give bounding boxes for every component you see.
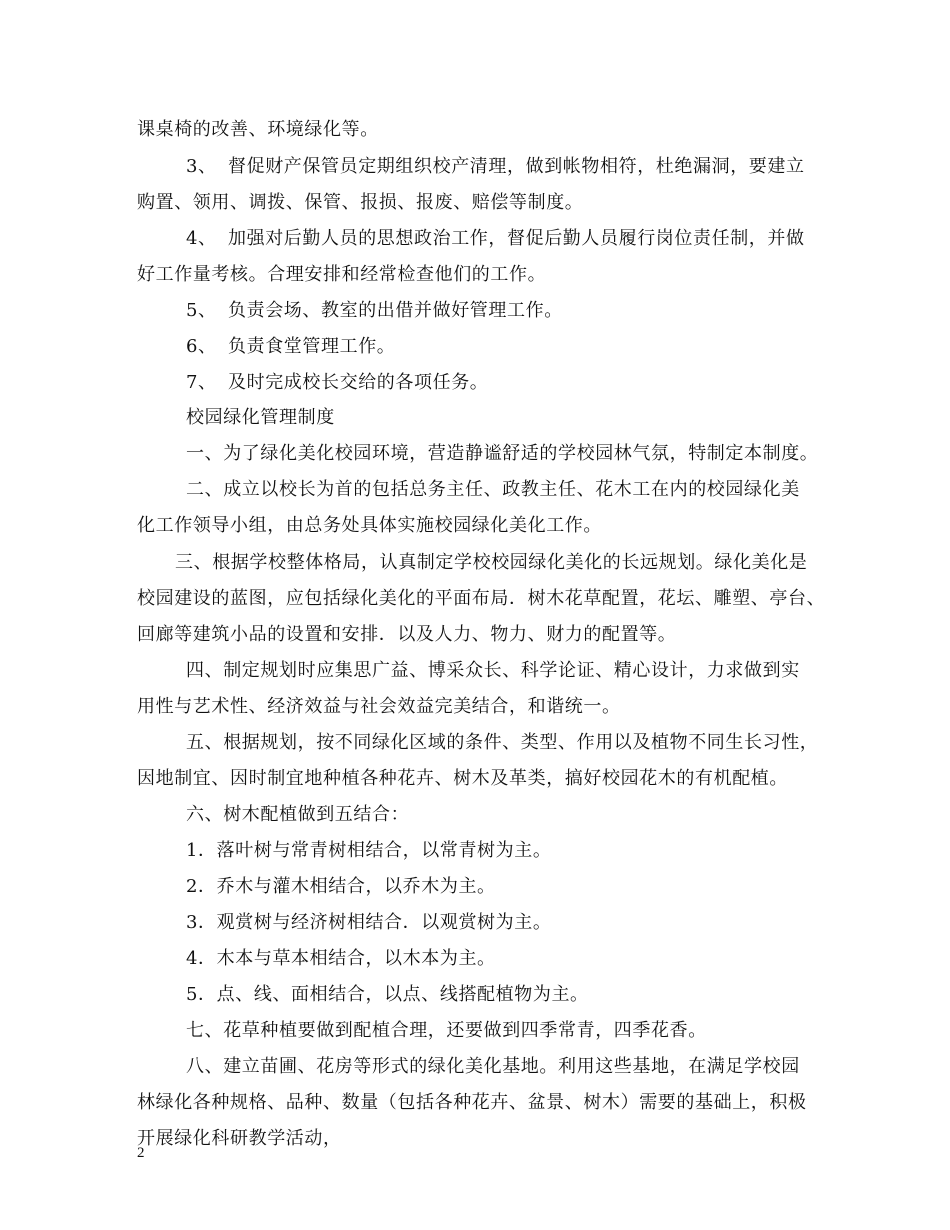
text-line: 负责食堂管理工作。 xyxy=(228,336,396,357)
text-line: 加强对后勤人员的思想政治工作，督促后勤人员履行岗位责任制，并做 xyxy=(228,228,805,249)
text-line: 四、制定规划时应集思广益、博采众长、科学论证、精心设计，力求做到实 xyxy=(186,660,800,681)
list-number: 4、 xyxy=(186,228,217,249)
list-item xyxy=(186,225,805,253)
text-line: 购置、领用、调拨、保管、报损、报废、赔偿等制度。 xyxy=(137,192,584,213)
list-item xyxy=(186,297,563,325)
list-item xyxy=(186,333,395,361)
list-number: 3、 xyxy=(186,156,217,177)
list-item: 4．木本与草本相结合，以木本为主。 xyxy=(186,948,496,969)
list-item: 2．乔木与灌木相结合，以乔木为主。 xyxy=(186,876,496,897)
list-item: 3．观赏树与经济树相结合．以观赏树为主。 xyxy=(186,912,552,933)
list-number: 6、 xyxy=(186,336,217,357)
text-line: 负责会场、教室的出借并做好管理工作。 xyxy=(228,300,563,321)
list-item: 1．落叶树与常青树相结合，以常青树为主。 xyxy=(186,840,552,861)
text-line: 督促财产保管员定期组织校产清理，做到帐物相符，杜绝漏洞，要建立 xyxy=(228,156,805,177)
list-item: 5．点、线、面相结合，以点、线搭配植物为主。 xyxy=(186,984,589,1005)
page-number: 2 xyxy=(137,1145,145,1161)
text-line: 因地制宜、因时制宜地种植各种花卉、树木及革类，搞好校园花木的有机配植。 xyxy=(137,768,788,789)
text-line: 五、根据规划，按不同绿化区域的条件、类型、作用以及植物不同生长习性， xyxy=(186,732,819,753)
text-line: 用性与艺术性、经济效益与社会效益完美结合，和谐统一。 xyxy=(137,696,621,717)
text-line: 二、成立以校长为首的包括总务主任、政教主任、花木工在内的校园绿化美 xyxy=(186,479,800,500)
text-line: 开展绿化科研教学活动， xyxy=(137,1128,342,1149)
text-line: 化工作领导小组，由总务处具体实施校园绿化美化工作。 xyxy=(137,515,602,536)
text-line: 三、根据学校整体格局，认真制定学校校园绿化美化的长远规划。绿化美化是 xyxy=(175,552,808,573)
text-line: 回廊等建筑小品的设置和安排．以及人力、物力、财力的配置等。 xyxy=(137,624,677,645)
text-line: 七、花草种植要做到配植合理，还要做到四季常青，四季花香。 xyxy=(186,1020,707,1041)
text-line: 八、建立苗圃、花房等形式的绿化美化基地。利用这些基地，在满足学校园 xyxy=(186,1056,800,1077)
text-line: 及时完成校长交给的各项任务。 xyxy=(228,372,489,393)
text-line: 好工作量考核。合理安排和经常检查他们的工作。 xyxy=(137,264,547,285)
text-line: 林绿化各种规格、品种、数量（包括各种花卉、盆景、树木）需要的基础上，积极 xyxy=(137,1092,807,1113)
section-title: 校园绿化管理制度 xyxy=(186,407,335,428)
text-line: 课桌椅的改善、环境绿化等。 xyxy=(137,119,379,140)
list-number: 5、 xyxy=(186,300,217,321)
list-item xyxy=(186,153,805,181)
text-line: 一、为了绿化美化校园环境，营造静谧舒适的学校园林气氛，特制定本制度。 xyxy=(186,443,819,464)
text-line: 六、树木配植做到五结合： xyxy=(186,804,410,825)
text-line: 校园建设的蓝图，应包括绿化美化的平面布局．树木花草配置，花坛、雕塑、亭台、 xyxy=(137,588,826,609)
list-number: 7、 xyxy=(186,372,217,393)
list-item xyxy=(186,369,488,397)
